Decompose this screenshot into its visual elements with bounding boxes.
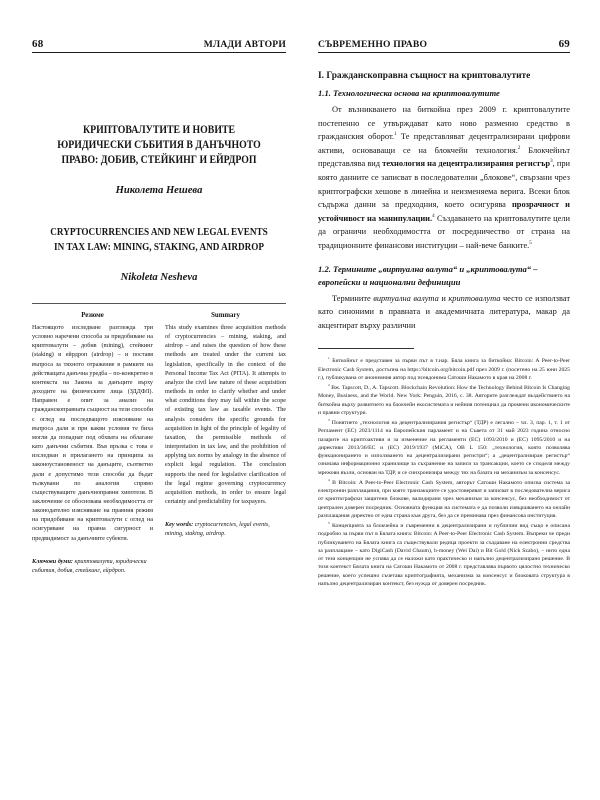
abstract-heading-bulgarian: Резюме (81, 312, 104, 319)
paragraph-1-text-a: От възникването на биткойна през 2009 г. криптовалутите постепенно се утвърждават като ново разменно средство в гражданския оборот. (318, 105, 570, 142)
abstract-text-english: This study examines three acquisition methods of cryptocurrencies – mining, staking, and airdrop – and raises the question of how these methods are treated under the current tax legislation, specifically in the context of the Personal Income Tax Act (PITA). It attempts to analyze the civil law nature of these acquisition methods in order to clarify whether and under what conditions they may fall within the scope of existing tax law as taxable events. The analysis considers the specific grounds for acquisition in light of the principle of legality of taxation, the permissible methods of interpretation in tax law, and the prohibition of applying tax norms by analogy in the absence of explicit legal regulation. The conclusion supports the need for legislative clarification of the legal regime governing cryptocurrency acquisition methods, in order to ensure legal certainty and predictability for taxpayers. (165, 325, 286, 505)
footnote-ref-4: 4 (432, 213, 435, 219)
footnote-ref-1: 1 (394, 132, 397, 138)
footnote-divider (318, 348, 414, 349)
footnote-4-text: В Bitcoin: A Peer-to-Peer Electronic Cash System, авторът Сатоши Накамото описва система за електронни разплащания, при която транзакциите се удостоверяват и записват в последователна верига от криптографски защитени блокове, валидирани чрез механизъм за консенсус, без необходимост от централен доверен посредник. Основната функция на системата е да позволи извършването на онлайн разплащания директно от една страна към друга, без да се преминава през финансова институция. (318, 479, 571, 519)
abstract-bulgarian (32, 312, 153, 576)
footnote-3-text: Понятието „технология на децентрализирания регистър“ (ТДР) е легално – чл. 3, пар. 1, т. 1 от Регламент (ЕС) 2023/1114 на Европейския парламент и на Съвета от 31 май 2023 година относно пазарите на криптоактиви и за изменение на регламенти (ЕС) 1093/2010 и (ЕС) 1095/2010 и на директиви 2013/36/ЕС и (ЕС) 2019/1937 (MiCA), OB L 150: „технология, която позволява функционирането и използването на децентрализирани регистри“; а „децентрализиран регистър“ означава информационно хранилище за съхранение на записи за трансакции, което се споделя между мрежови възли, основан на ТДР, и се синхронизира между тях на базата на механизъм за консенсус. (318, 420, 571, 476)
body-paragraph-2 (318, 292, 570, 333)
footnote-4: $^4$ В Bitcoin: A Peer-to-Peer Electronic Cash System, авторът Сатоши Накамото описва система за електронни разплащания, при която транзакциите се удостоверяват и записват в последователна верига от криптографски защитени блокове, валидирани чрез механизъм за консенсус, без необходимост от централен доверен посредник. Основната функция на системата е да позволи извършването на онлайн разплащания директно от една страна към друга, без да се преминава през финансова институция. (318, 477, 571, 519)
footnote-ref-3: 3 (550, 159, 553, 165)
author-name-english: Nikoleta Nesheva (120, 272, 198, 283)
paragraph-2-text-a: Термините (332, 293, 374, 303)
footnotes (318, 357, 570, 588)
article-title-block (32, 123, 286, 283)
abstract-english (165, 312, 286, 576)
keywords-english (165, 521, 286, 539)
abstract-text-bulgarian: Настоящото изследване разглежда три условно наречени способа за придобиване на криптовалути – добив (mining), стейкинг (staking) и ейрдроп (airdrop) – и поставя въпроса за тяхното отражение в рамките на действащата данъчна уредба – по-конкретно в контекста на Закона за данъците върху доходите на физическите лица (ЗДДФЛ). Направен е опит за анализ на гражданскоправната същност на тези способи с оглед на последващото изясняване на въпроса дали и при какви условия те биха могли да попаднат под обхвата на облагане като данъчни събития. Във връзка с това е изследван и прилагането на принципа за законоустановеност на данъците, съответно дали е допустимо тези способи да бъдат тълкувани по аналогия спрямо съществуващите данъчноправни хипотези. В заключение се обосновава необходимостта от законодателно изясняване на правния режим на придобиване на криптовалути с оглед на осигуряване на правна сигурност и предвидимост за данъчните субекти. (32, 325, 153, 542)
keywords-label-bulgarian: Ключови думи: (32, 558, 73, 565)
paragraph-1-text-b: Те представляват децентрализирани цифрови активи, основаващи се на блокчейн технология. (318, 132, 570, 155)
paragraph-2-term-1: виртуална валута (373, 293, 439, 303)
paragraph-2-text-b: и (438, 293, 449, 303)
abstracts (32, 312, 286, 576)
paragraph-2-text-c: често се използват като синоними в правната и академичната литература, макар да акцентират върху различни (318, 293, 570, 330)
paragraph-1-text-c: Блокчейнът представлява вид (318, 145, 570, 169)
keywords-label-english: Key words: (165, 522, 194, 529)
keywords-list-english: cryptocurrencies, legal events, mining, staking, airdrop. (165, 522, 270, 538)
running-header-right (318, 38, 570, 53)
journal-section-left: МЛАДИ АВТОРИ (203, 39, 286, 50)
paragraph-1-bold-phrase: прозрачност и устойчивост на манипулации. (318, 200, 570, 223)
paragraph-1-text-e: Създаването на криптовалутите цели да ограничи необходимостта от посредничество от страна на традиционните финансови институции – най-вече банките. (318, 213, 570, 250)
subsection-heading-1: 1.1. Технологическа основа на криптовалутите (318, 88, 500, 98)
footnote-5: $^5$ Концепцията за блокчейна и съвременни в децентрализирани и публични вид също е описана подробно за първи път в Бялата книга: Bitcoin: A Peer-to-Peer Electronic Cash System. Въпреки че преди публикуването на Бялата книга са съществували редица проекти за създаване на електронни средства за разплащане – като DigiCash (David Chaum), b-money (Wei Dai) и Bit Gold (Nick Szabo), – нито една от тези концепции не успява да се наложи като практическо и напълно децентрализирано решение. В този контекст Бялата книга на Сатоши Накамото от 2008 г. представлява първото цялостно техническо решение, което успешно съчетава криптографията, механизма за консенсус и блоковата структура в напълно децентрализиран контекст, без нужда от доверен посредник. (318, 521, 571, 587)
abstract-heading-english: Summary (211, 312, 240, 319)
right-page (300, 0, 600, 800)
footnote-1-text: Биткойнът е представен за първи път в т.нар. Бяла книга за биткойна: Bitcoin: A Peer-to-Peer Electronic Cash System, достъпна на https://bitcoin.org/bitcoin.pdf през 2009 г. (посетено на 25 юни 2025 г.), публикувана от анонимния автор под псевдонима Сатоши Накамото в края на 2008 г. (318, 358, 571, 381)
running-header-left (32, 38, 286, 53)
section-heading: I. Гражданскоправна същност на криптовалутите (318, 71, 531, 81)
author-name-bulgarian: Николета Нешева (115, 185, 203, 196)
keywords-list-bulgarian: криптовалути, юридически събития, добив, стейкинг, ейрдроп. (32, 558, 147, 574)
paragraph-1-bold-term: технология на децентрализирания регистър (382, 159, 551, 169)
subsection-heading-2: 1.2. Термините „виртуална валута“ и „криптовалута“ – европейски и национални дефиниции (318, 263, 538, 287)
footnote-3: $^3$ Понятието „технология на децентрализирания регистър“ (ТДР) е легално – чл. 3, пар. 1, т. 1 от Регламент (ЕС) 2023/1114 на Европейския парламент и на Съвета от 31 май 2023 година относно пазарите на криптоактиви и за изменение на регламенти (ЕС) 1093/2010 и (ЕС) 1095/2010 и на директиви 2013/36/ЕС и (ЕС) 2019/1937 (MiCA), OB L 150: „технология, която позволява функционирането и използването на децентрализирани регистри“; а „децентрализиран регистър“ означава информационно хранилище за съхранение на записи за трансакции, което се споделя между мрежови възли, основан на ТДР, и се синхронизира между тях на базата на механизъм за консенсус. (318, 418, 571, 476)
page-number-left: 68 (32, 38, 44, 50)
keywords-bulgarian (32, 558, 153, 576)
body-paragraph-1 (318, 103, 570, 253)
page-number-right: 69 (558, 38, 570, 50)
footnote-ref-5: 5 (529, 241, 532, 247)
journal-section-right: СЪВРЕМЕННО ПРАВО (318, 39, 428, 50)
footnote-1: $^1$ Биткойнът е представен за първи път в т.нар. Бяла книга за биткойна: Bitcoin: A Peer-to-Peer Electronic Cash System, достъпна на https://bitcoin.org/bitcoin.pdf през 2009 г. (посетено на 25 юни 2025 г.), публикувана от анонимния автор под псевдонима Сатоши Накамото в края на 2008 г. (318, 356, 571, 381)
title-divider (32, 303, 286, 304)
paragraph-2-term-2: криптовалута (448, 293, 501, 303)
footnote-ref-2: 2 (517, 145, 521, 151)
article-title-english: CRYPTOCURRENCIES AND NEW LEGAL EVENTS IN TAX LAW: MINING, STAKING, AND AIRDROP (50, 227, 268, 253)
paragraph-1-text-d: , при която данните се записват в последователни „блокове“, свързани чрез криптографски хешове в линейна и неизменяема верига. Всеки блок съдържа данни за предходния, което осигурява (318, 159, 571, 210)
footnote-5-text: Концепцията за блокчейна и съвременни в децентрализирани и публични вид също е описана подробно за първи път в Бялата книга: Bitcoin: A Peer-to-Peer Electronic Cash System. Въпреки че преди публикуването на Бялата книга са съществували редица проекти за създаване на електронни средства за разплащане – като DigiCash (David Chaum), b-money (Wei Dai) и Bit Gold (Nick Szabo), – нито една от тези концепции не успява да се наложи като практическо и напълно децентрализирано решение. В този контекст Бялата книга на Сатоши Накамото от 2008 г. представлява първото цялостно техническо решение, което успешно съчетава криптографията, механизма за консенсус и блоковата структура в напълно децентрализиран контекст, без нужда от доверен посредник. (318, 523, 571, 587)
article-title-bulgarian: КРИПТОВАЛУТИТЕ И НОВИТЕ ЮРИДИЧЕСКИ СЪБИТИЯ В ДАНЪЧНОТО ПРАВО: ДОБИВ, СТЕЙКИНГ И ЕЙРДРОП (57, 124, 261, 166)
footnote-2-text: Вж. Tapscott, D., A. Tapscott. Blockchain Revolution: How the Technology Behind Bitcoin Is Changing Money, Business, and the World. New York: Penguin, 2016, с. 38. Авторите разглеждат въздействието на биткойна върху развитието на блокчейн екосистемата и нейния потенциал да промени икономическите и правни структури. (318, 385, 571, 416)
footnote-2: $^2$ Вж. Tapscott, D., A. Tapscott. Blockchain Revolution: How the Technology Behind Bitcoin Is Changing Money, Business, and the World. New York: Penguin, 2016, с. 38. Авторите разглеждат въздействието на биткойна върху развитието на блокчейн екосистемата и нейния потенциал да промени икономическите и правни структури. (318, 383, 571, 416)
